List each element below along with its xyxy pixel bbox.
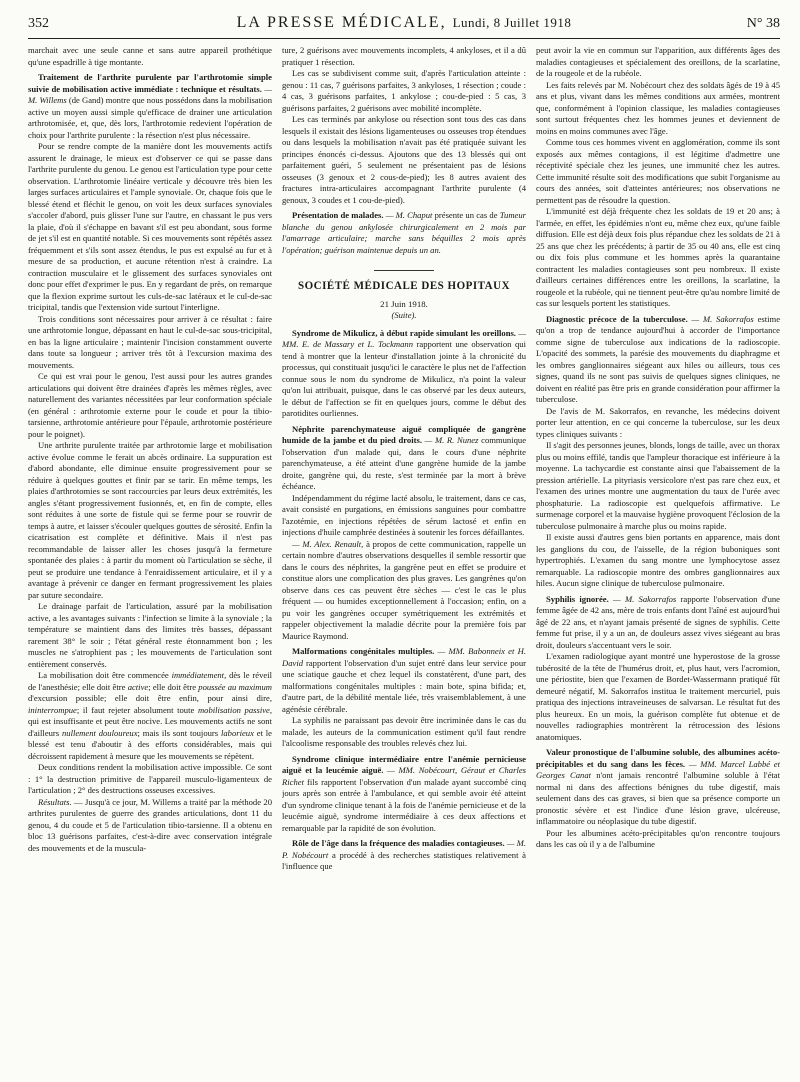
subheading: Résultats. — [38, 796, 72, 807]
emphasis: nullement douloureux — [61, 727, 138, 738]
article-text: à propos de cette communication, rappelle un certain nombre d'autres observations desquelles il semble ressortir que dans le cours des néphrites, la gangrène peut en effet se produire et constitue alors une complication des plus graves. Les gangrènes qu'on observe dans ces cas peuvent être sèches — c'est le cas le plus fréquent — ou humides exceptionnellement à l'occasion; enfin, on a pu voir les gangrènes occuper symétriquement les extrémités et rappeler objectivement la maladie décrite pour la première fois par Maurice Raymond. — [282, 538, 526, 641]
article-author: — M. Chaput — [385, 210, 433, 220]
paragraph: Il s'agit des personnes jeunes, blonds, longs de taille, avec un thorax plus ou moins effilé, tandis que l'ampleur thoracique est inférieure à la moyenne. La tachycardie est constante ainsi que l'abaissement de la pression artérielle. La pityriasis versicolore n'est pas rare chez eux, et l'examen des urines montre une augmentation du taux de l'urée avec phosphaturie. La radioscopie est quelquefois affirmative. Le surmenage corporel et la mauvaise hygiène provoquent l'éclosion de la tuberculose pulmonaire à marche plus ou moins rapide. — [536, 440, 780, 531]
article-author: — M. Willems — [28, 83, 272, 105]
column-3 — [536, 45, 780, 1075]
article-text: présente un cas de — [434, 210, 498, 220]
article-title: Syndrome de Mikulicz, à début rapide simulant les oreillons. — [292, 327, 516, 338]
article-title: Malformations congénitales multiples. — [292, 646, 435, 656]
emphasis: mobilisation passive — [197, 704, 270, 715]
article-title: Traitement de l'arthrite purulente par l'arthrotomie simple suivie de mobilisation active immédiate : technique et résultats. — [28, 72, 272, 94]
article-anemie — [282, 754, 526, 835]
text-run: , dès le réveil de l'anesthésie; elle doit être — [28, 670, 272, 692]
article-author: — M. Sakorrafos — [613, 593, 677, 604]
article-nephrite — [282, 424, 526, 493]
article-author: — MM. E. de Massary et L. Tockmann — [282, 327, 526, 349]
paragraph-renault — [282, 539, 526, 643]
article-mikulicz — [282, 328, 526, 420]
article-tuberculose — [536, 314, 780, 406]
paragraph: De l'avis de M. Sakorrafos, en revanche, les médecins doivent porter leur attention, en ce qui concerne la tuberculose, sur les deux types cliniques suivants : — [536, 405, 780, 439]
article-title: Néphrite parenchymateuse aiguë compliquée de gangrène humide de la jambe et du pied droits. — [282, 423, 526, 445]
paragraph: La syphilis ne paraissant pas devoir être incriminée dans le cas du malade, les auteurs de la communication estiment qu'il faut rendre l'alcoolisme responsable des troubles relevés chez lui. — [282, 715, 526, 748]
article-text: a procédé à des recherches statistiques relativement à l'influence que — [282, 849, 526, 871]
text-run: ; mais ils sont toujours — [137, 727, 219, 738]
text-run: et le blessé est tenu d'aboutir à des efforts considérables, mais qui décroissent rapidement à mesure que les mouvements se répètent. — [28, 727, 272, 761]
text-run: ; il faut rejeter absolument toute — [76, 704, 195, 715]
article-text: (de Gand) montre que nous possédons dans la mobilisation active un moyen aussi simple qu'efficace de drainer une articulation arthrotomisée, et, que, dès lors, l'arthrotomie redevient l'opération de choix pour l'arthrite purulente : la résection n'est plus nécessaire. — [28, 95, 272, 140]
paragraph: Ce qui est vrai pour le genou, l'est aussi pour les autres grandes articulations qui doivent être drainées d'après les mêmes règles, avec naturellement des variantes nécessitées par leur conformation spéciale (en général : arthrotomie externe pour le coude et pour la tibio-tarsienne, arthrotomie antérieure pour l'épaule, arthrotomie postérieure pour le poignet). — [28, 371, 272, 439]
article-author: — M. Sakorrafos — [691, 313, 754, 324]
text-run: La mobilisation doit être commencée — [38, 670, 169, 680]
article-title: Syphilis ignorée. — [546, 593, 609, 604]
section-rule — [374, 270, 434, 271]
emphasis: active — [127, 681, 149, 692]
article-text: communique l'observation d'un malade qui, dans le cours d'une néphrite parenchymateuse, a été atteint d'une gangrène humide de la jambe droite, gangrène qui, du reste, s'est terminée par la mort à brève échéance. — [282, 435, 526, 491]
paragraph: Les faits relevés par M. Nobécourt chez des soldats âgés de 19 à 45 ans et plus, vivant dans les mêmes conditions aux armées, montrent que, conformément à l'opinion classique, les maladies contagieuses sont surtout fréquentes chez les hommes jeunes et deviennent de moins en moins communes avec l'âge. — [536, 79, 780, 136]
article-chaput — [282, 210, 526, 256]
article-text: fils rapportent l'observation d'un malade ayant succombé cinq jours après son entrée à l'ambulance, et qui semble avoir été atteint d'un syndrome clinique tenant à la fois de l'anémie pernicieuse et de la leucémie aiguë, syndrome intermédiaire à ces deux affections et remarquable par la rapidité de son évolution. — [282, 776, 526, 833]
article-author: — M. R. Nunez — [424, 435, 479, 445]
emphasis: ininterrompue — [28, 704, 77, 715]
page-header — [28, 12, 780, 39]
article-text: rapportent l'observation d'un sujet entré dans leur service pour une sciatique gauche et chez lequel ils constatèrent, d'une part, des malformations congénitales multiples : main bote, spina bifida; et, d'autre part, de la débilité mentale liée, très vraisemblablement, à une agénésie cérébrale. — [282, 657, 526, 714]
article-author: — M. P. Nobécourt — [282, 838, 526, 860]
paragraph: Trois conditions sont nécessaires pour arriver à ce résultat : faire une arthrotomie longue, dépassant en haut le cul-de-sac sous-tricipital, en bas la ligne articulaire ; maintenir l'incision constamment ouverte dans toute sa longueur ; arriver très tôt à l'excursion maxima des mouvements. — [28, 313, 272, 370]
emphasis: immédiatement — [171, 670, 225, 680]
article-age — [282, 838, 526, 873]
article-title: Syndrome clinique intermédiaire entre l'anémie pernicieuse aiguë et la leucémie aiguë. — [282, 753, 526, 775]
paragraph: Indépendamment du régime lacté absolu, le traitement, dans ce cas, avait consisté en purgations, en émissions sanguines pour combattre l'azotémie, en injections répétées de sérum lactosé et enfin en injections d'huile camphrée destinées à soutenir les forces défaillantes. — [282, 492, 526, 537]
paragraph-resultats — [28, 797, 272, 855]
article-albumine — [536, 747, 780, 828]
article-willems — [28, 72, 272, 141]
paragraph: Pour se rendre compte de la manière dont les mouvements actifs assurent le drainage, le mieux est d'observer ce qui se passe dans l'arthrite purulente du genou. Le genou est l'articulation type pour cette observation. L'arthrotomie linéaire verticale y découvre très bien les larges surfaces articulaires et l'ample synoviale. Or, chaque fois que le blessé étend et fléchit le genou, on voit les deux surfaces synoviales s'accoler d'abord, puis glisser l'une sur l'autre, en chassant le pus vers la plaie, d'où il s'échappe en bavant s'il est peu abondant, sous forme de jet s'il est en quantité notable. Si ces mouvements sont répétés assez fréquemment et s'ils sont assez étendus, le pus est expulsé au fur et à mesure de sa production, et aucune rétention n'est à craindre. La contraction musculaire et le glissement des surfaces synoviales ont donc pour effet d'exprimer le pus. En y regardant de près, on remarque que la flexion exprime surtout les culs-de-sac latéraux et le cul-de-sac tricipital, tandis que l'extension vide surtout l'interligne. — [28, 141, 272, 312]
paragraph: Le drainage parfait de l'articulation, assuré par la mobilisation active, a les avantages suivants : l'infection se limite à la synoviale ; la température se maintient dans des limites très basses, dépassant rarement 38° le soir ; l'état général reste étonnamment bon ; les muscles ne s'atrophient pas ; les mouvements de l'articulation sont entièrement conservés. — [28, 601, 272, 669]
paragraph: Il existe aussi d'autres gens bien portants en apparence, mais dont les ganglions du cou, de l'aisselle, de la région buboniques sont hypertrophiés. L'examen du sang montre une lymphocytose assez remarquable. La radioscopie montre des ombres ganglionnaires aux hiles. Aucun signe clinique de tuberculose pulmonaire. — [536, 532, 780, 588]
section-header — [282, 270, 526, 322]
article-title: Rôle de l'âge dans la fréquence des maladies contagieuses. — [292, 838, 505, 848]
paragraph: L'examen radiologique ayant montré une hyperostose de la grosse tubérosité de la tête de l'humérus droit, et, plus haut, vers l'acromion, une périostite, bien que l'examen de Bordet-Wassermann pratiqué fût demeuré négatif, M. Sakorrafos institua le traitement mercuriel, puis pratiqua des injections intraveineuses de salvarsan. Le résultat fut des plus heureux. En un mois, la guérison complète fut obtenue et de nouvelles radiographies montrèrent la rétrocession des lésions anatomiques. — [536, 651, 780, 742]
article-text: rapportent une observation qui tend à montrer que la lenteur d'installation jointe à la chronicité du processus, qui constituait jusqu'ici le caractère le plus net de l'affection connue sous le nom du syndrome de Mikulicz, n'a point la valeur qu'on lui attribuait, puisque, dans le cas observé par les deux auteurs, le début de l'affection se fit en quelques jours, comme le début des parotidites ourliennes. — [282, 339, 526, 418]
paragraph: Les cas se subdivisent comme suit, d'après l'articulation atteinte : genou : 11 cas, 7 guérisons parfaites, 3 ankyloses, 1 résection ; coude : 4 cas, 3 guérisons parfaites, 1 ankylose ; cou-de-pied : 5 cas, 3 guérisons parfaites, 2 guérisons avec mobilité incomplète. — [282, 68, 526, 113]
section-date: 21 Juin 1918. — [380, 298, 428, 309]
issue-number: N° 38 — [746, 16, 780, 31]
section-title: SOCIÉTÉ MÉDICALE DES HOPITAUX — [297, 279, 511, 293]
text-run: d'excursion possible; elle doit être enfin, pour ainsi dire, — [28, 693, 272, 703]
paragraph: Les cas terminés par ankylose ou résection sont tous des cas dans lesquels il existait des lésions ligamenteuses ou osseuses trop étendues ou dans lesquels la mobilisation n'avait pas été pratiquée suivant les principes énoncés ci-dessus. Ajoutons que des 13 blessés qui ont parfaitement guéri, 5 seulement ne présentaient pas de lésions osseuses (3 genoux et 2 cous-de-pied); les 8 autres avaient des fractures intra-articulaires accompagnant l'arthrite purulente (4 genoux, 3 coudes et 1 cou-de-pied). — [282, 114, 526, 205]
article-malformations — [282, 646, 526, 715]
article-author: — MM. Babonneix et H. David — [282, 646, 526, 668]
emphasis: poussée au maximum — [198, 681, 272, 692]
article-text: n'ont jamais rencontré l'albumine soluble à l'état normal ni dans des affections bénignes du tube digestif, mais seulement dans des cas graves, si bien que sa présence comporte un pronostic sévère et est l'indice d'une lésion grave, ulcéreuse, inflammatoire ou néoplasique du tube digestif. — [536, 770, 780, 826]
paragraph: Deux conditions rendent la mobilisation active impossible. Ce sont : 1° la destruction primitive de l'appareil musculo-ligamenteux de l'articulation ; 2° des destructions osseuses excessives. — [28, 762, 272, 795]
paragraph: marchait avec une seule canne et sans autre appareil prothétique qu'une espadrille à tige montante. — [28, 45, 272, 67]
article-text-italic: Tumeur blanche du genou ankylosée chirurgicalement en 2 mois par l'amarrage articulaire; marche sans béquilles 2 mois après l'opération; guérison maintenue depuis un an. — [282, 210, 526, 255]
issue-date: Lundi, 8 Juillet 1918 — [452, 15, 572, 30]
paragraph: Une arthrite purulente traitée par arthrotomie large et mobilisation active évolue comme le ferait un abcès ordinaire. La suppuration est d'abord abondante, elle diminue ensuite progressivement pour se réduire à quelques gouttes et finir par se tarir. En même temps, les plaies d'arthrotomies se sont raccourcies par leurs deux extrémités, les angles s'étant progressivement fusionnés, et, en fin de compte, elles sont réduites à une sorte de fistule qui se ferme pour se rouvrir de temps à autre, et laisser s'écouler quelques gouttes de sérosité. Enfin la cicatrisation est complète et définitive. Mais il n'est pas recommandable de laisser aller les choses jusqu'à la fermeture spontanée des plaies : à partir du moment où l'articulation se sèche, il peut se produire une tendance à l'enraidissement articulaire, et il y a avantage à prévenir ce danger en fermant progressivement les plaies par suture secondaire. — [28, 440, 272, 600]
paragraph: Comme tous ces hommes vivent en agglomération, comme ils sont exposés aux mêmes contagions, il est légitime d'admettre une réceptivité spéciale chez les jeunes, une immunité chez les autres. Cette immunité résulte soit des modifications que subit l'organisme au cours des années, soit d'atteintes antérieures; nos observations ne permettent pas de résoudre la question. — [536, 137, 780, 205]
article-author: — M. Alex. Renault, — [292, 538, 364, 549]
paragraph: peut avoir la vie en commun sur l'apparition, aux différents âges des maladies contagieuses et spécialement des oreillons, de la scarlatine, de la rougeole et de la rubéole. — [536, 45, 780, 78]
journal-title-line — [28, 14, 780, 32]
text-run: , qui est insuffisante et peut être nocive. Les mouvements actifs ne sont d'ailleurs — [28, 704, 272, 738]
text-run: — Jusqu'à ce jour, M. Willems a traité par la méthode 20 arthrites purulentes de guerre des grandes articulations, dont 11 du genou, 4 du coude et 5 de l'articulation tibio-tarsienne. Il a obtenu en bloc 13 guérisons parfaites, c'est-à-dire avec conservation intégrale des mouvements et de la muscula- — [28, 796, 272, 853]
journal-title: LA PRESSE MÉDICALE, — [236, 14, 447, 31]
text-columns — [28, 45, 780, 1075]
article-syphilis — [536, 594, 780, 652]
article-author: — MM. Marcel Labbé et Georges Canat — [536, 758, 780, 780]
article-title: Diagnostic précoce de la tuberculose. — [546, 313, 688, 324]
paragraph: L'immunité est déjà fréquente chez les soldats de 19 et 20 ans; à l'armée, en effet, les épidémies n'ont eu, même chez eux, qu'une faible diffusion. Elle est déjà deux fois plus répandue chez les soldats de 21 à 25 ans que chez les précédents; à partir de 35 ou 40 ans, elle est cinq ou dix fois plus commune et les hommes après la quarantaine contractent les maladies contagieuses sont peu nombreux. Il existe d'ailleurs certaines différences entre les oreillons, la scarlatine, la rougeole et la rubéole, qui ne tiennent peut-être qu'au nombre limité de cas sur lesquels portent les statistiques. — [536, 206, 780, 308]
article-title: Présentation de malades. — [292, 210, 384, 220]
article-text: estime qu'on a trop de tendance aujourd'hui à accorder de l'importance comme signe de tuberculose aux indications de la radioscopie. L'opacité des sommets, la parésie des mouvements du diaphragme et les ombres ganglionnaires siégeant aux hiles ou ailleurs, tous ces signes, quand ils ne sont pas suivis de quelques signes cliniques, ne doivent en réalité pas être pris en grande considération pour affirmer la tuberculose. — [536, 313, 780, 404]
section-suite: (Suite). — [391, 310, 417, 320]
text-run: ; elle doit être — [148, 681, 197, 692]
paragraph: Pour les albumines acéto-précipitables qu'on rencontre toujours dans les cas où il y a de l'albumine — [536, 827, 780, 849]
emphasis: laborieux — [220, 727, 254, 738]
article-title: Valeur pronostique de l'albumine soluble, des albumines acéto-précipitables et du sang dans les fèces. — [536, 747, 780, 769]
article-text: rapporte l'observation d'une femme âgée de 42 ans, mère de trois enfants dont l'aîné est aujourd'hui âgé de 22 ans, et n'ayant jamais présenté de signes de syphilis. Cette femme fut prise, il y a un an, de douleurs assez vives siégeant au bras droit, douleurs s'accentuant vers le soir. — [536, 593, 780, 650]
column-2 — [282, 45, 526, 1075]
paragraph: ture, 2 guérisons avec mouvements incomplets, 4 ankyloses, et il a dû pratiquer 1 résection. — [282, 45, 526, 67]
article-author: — MM. Nobécourt, Géraut et Charles Richet — [282, 765, 526, 787]
column-1 — [28, 45, 272, 1075]
paragraph-mobilisation — [28, 670, 272, 762]
page-number: 352 — [28, 16, 49, 31]
